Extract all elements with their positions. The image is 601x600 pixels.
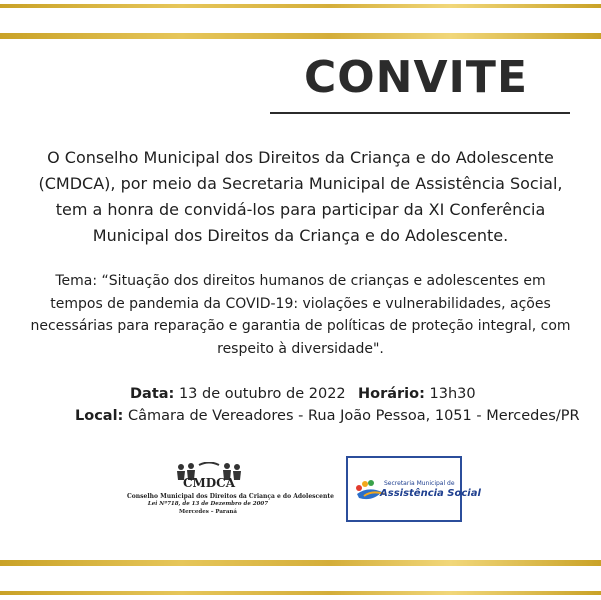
- location-label: Local:: [75, 408, 124, 424]
- theme-paragraph: Tema: “Situação dos direitos humanos de crianças e adolescentes em tempos de pandemia da COVID-19: violações e vulnerabilidades, ações necessárias para reparação e garantia de políticas de proteção integral, com respeito à diversidade".: [30, 273, 571, 357]
- cmdca-city: Mercedes – Paraná: [179, 509, 237, 515]
- time-label: Horário:: [358, 386, 425, 402]
- date-value: 13 de outubro de 2022: [178, 386, 346, 402]
- cmdca-logo-block: [127, 462, 334, 524]
- bottom-gold-border-inner: [0, 560, 601, 566]
- top-gold-border-outer: [0, 4, 601, 8]
- location-row: [75, 406, 580, 426]
- title-block: [270, 52, 570, 114]
- date-row: [130, 384, 346, 404]
- page-title: CONVITE: [303, 52, 528, 103]
- cmdca-logo-icon: [171, 462, 247, 490]
- top-gold-border-inner: [0, 33, 601, 39]
- time-value: 13h30: [429, 386, 476, 402]
- intro-paragraph: O Conselho Municipal dos Direitos da Criança e do Adolescente (CMDCA), por meio da Secretaria Municipal de Assistência Social, tem a honra de convidá-los para participar da XI Conferência Municipal dos Direitos da Criança e do Adolescente.: [38, 148, 563, 245]
- secretaria-line1: Secretaria Municipal de: [384, 480, 455, 487]
- secretaria-line2: Assistência Social: [380, 488, 481, 499]
- date-label: Data:: [130, 386, 175, 402]
- bottom-gold-border-outer: [0, 591, 601, 595]
- location-value: Câmara de Vereadores - Rua João Pessoa, 1051 - Mercedes/PR: [127, 408, 580, 424]
- time-row: [358, 384, 476, 404]
- secretaria-logo-block: [346, 456, 481, 522]
- cmdca-law: Lei Nº718, de 13 de Dezembro de 2007: [147, 501, 269, 507]
- cmdca-name: Conselho Municipal dos Direitos da Criança e do Adolescente: [127, 493, 334, 500]
- cmdca-logo-text: CMDCA: [182, 476, 236, 490]
